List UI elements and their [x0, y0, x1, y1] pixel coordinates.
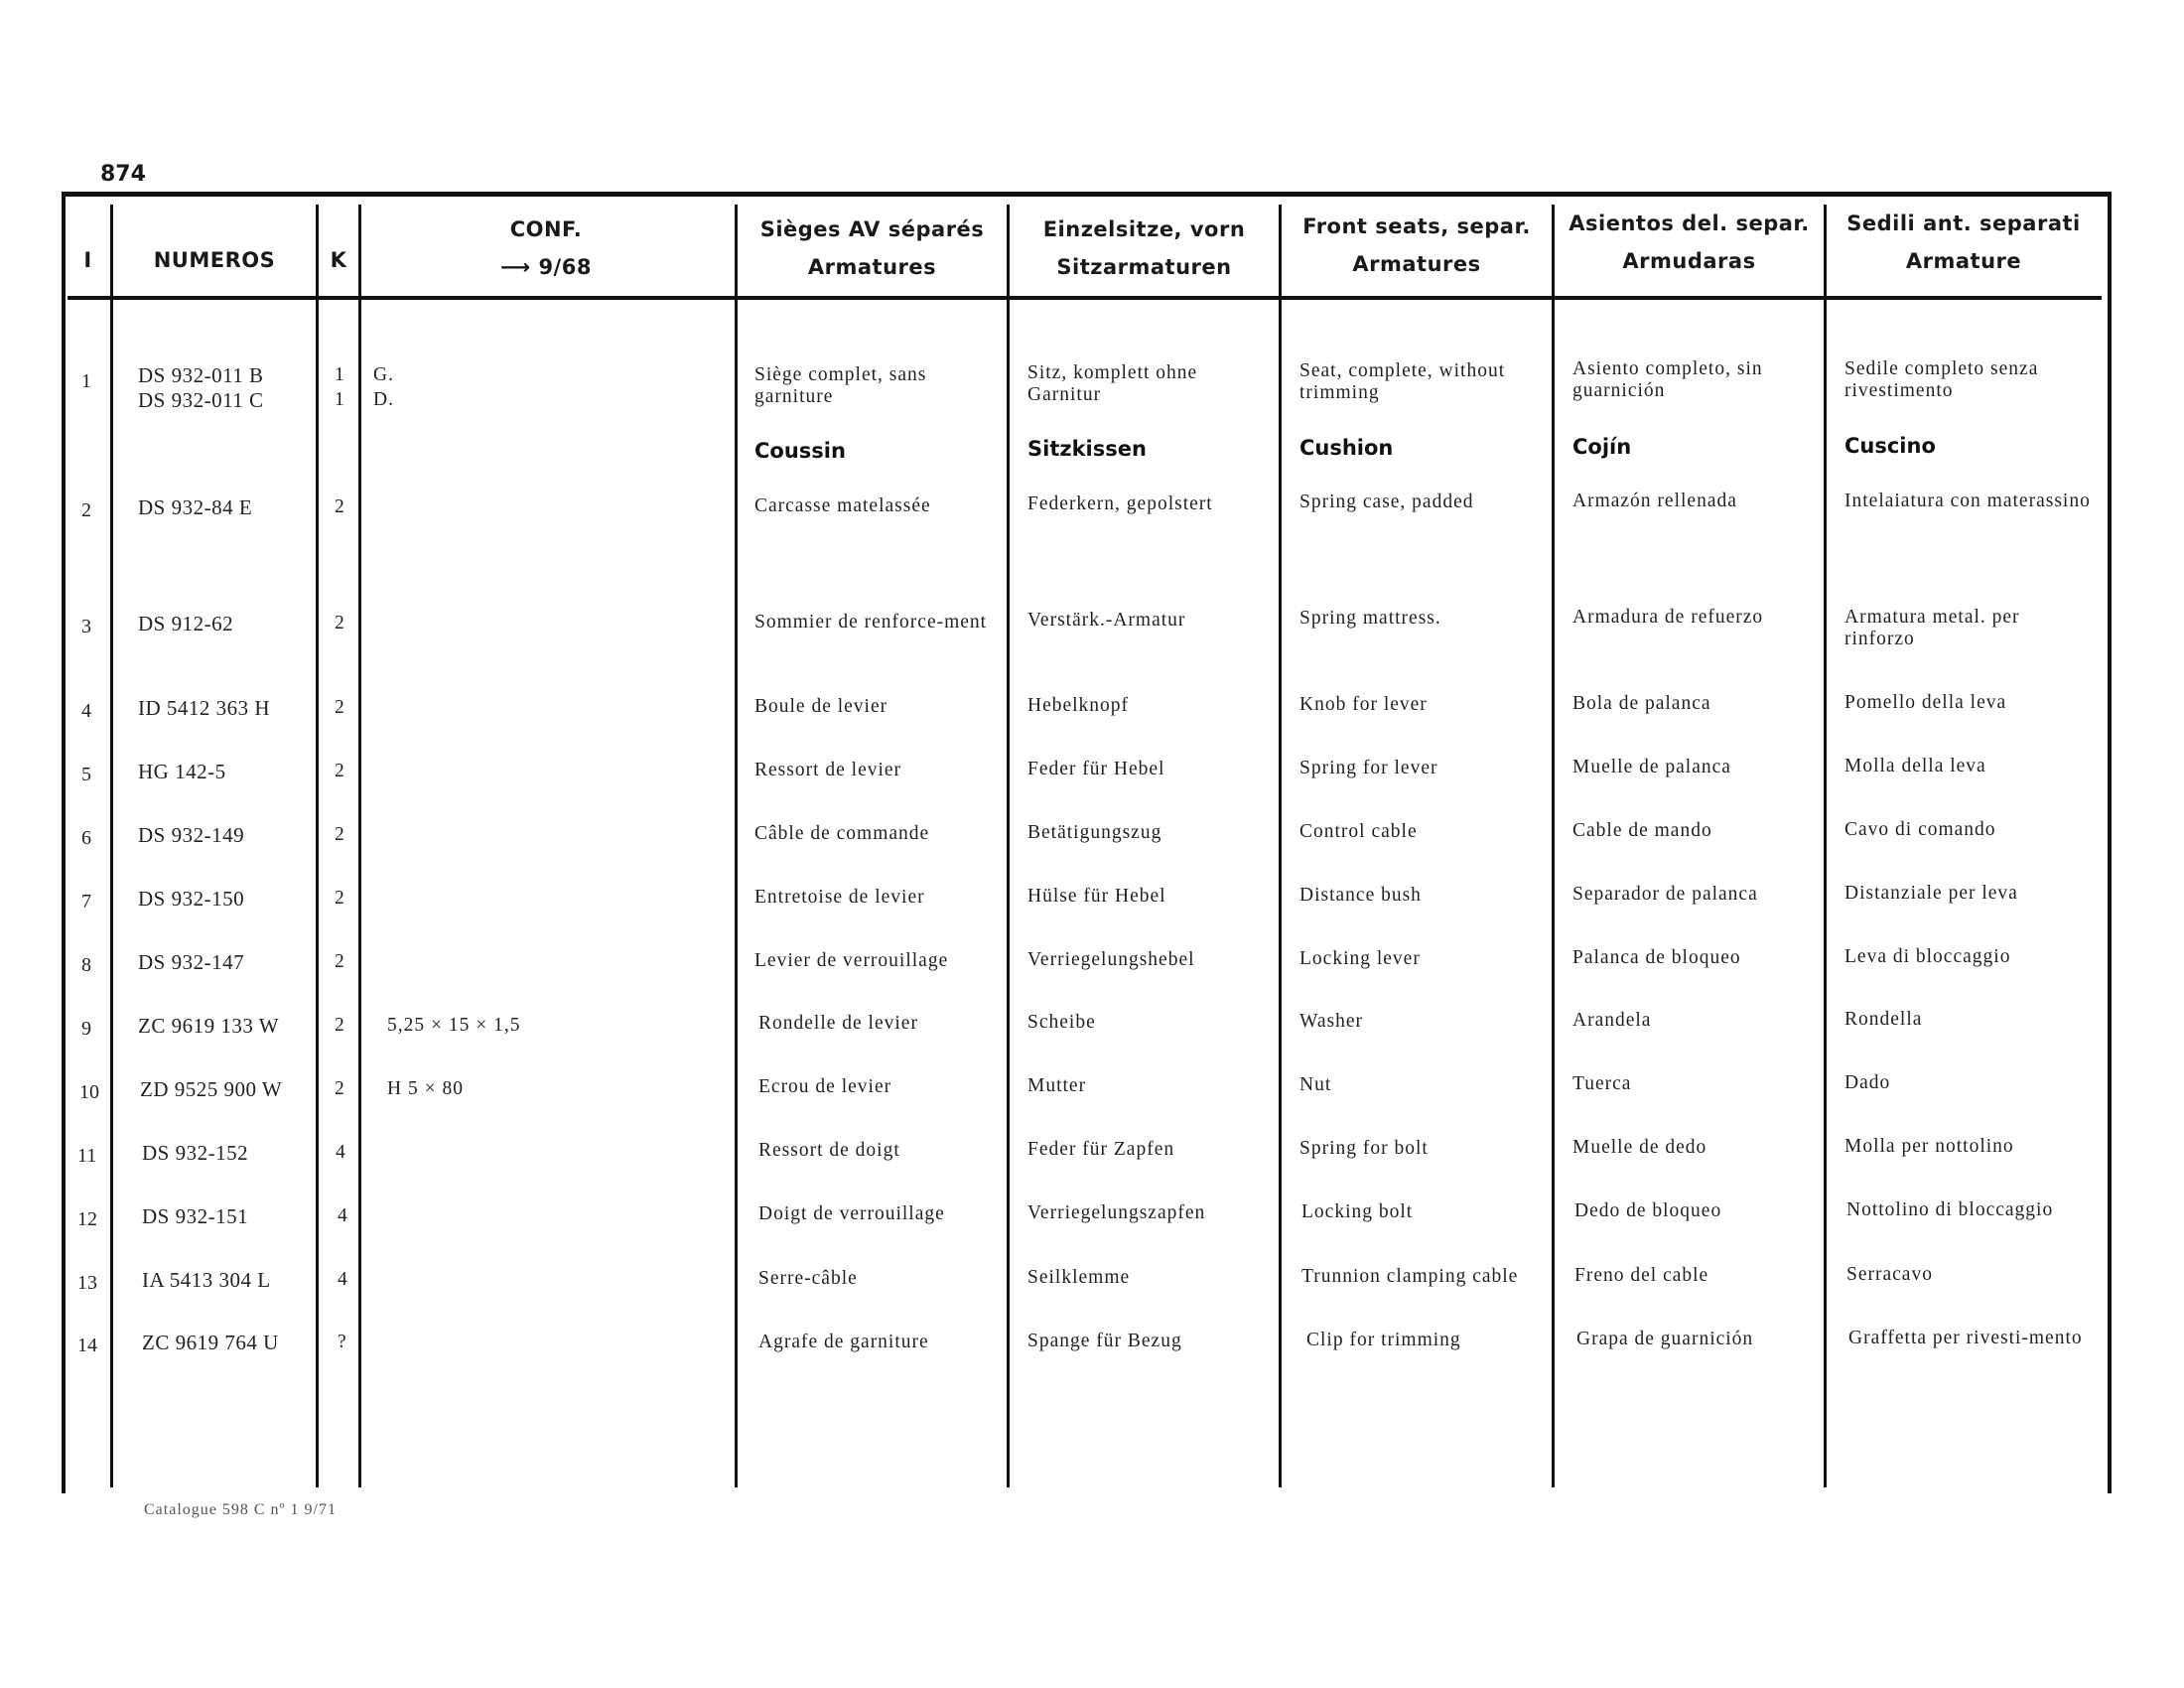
- row-position: 10: [79, 1081, 99, 1103]
- description-en: Washer: [1299, 1011, 1363, 1032]
- description-es: Separador de palanca: [1572, 884, 1758, 905]
- description-fr: Agrafe de garniture: [758, 1332, 929, 1352]
- quantity: 4: [336, 1142, 346, 1163]
- description-it: Cavo di comando: [1844, 819, 1996, 840]
- part-number: DS 932-147: [138, 950, 245, 974]
- part-number: DS 932-152: [142, 1141, 249, 1165]
- description-fr: Sommier de renforce-ment: [754, 612, 988, 633]
- description-fr: Ecrou de levier: [758, 1076, 892, 1097]
- description-de: Verstärk.-Armatur: [1027, 610, 1186, 631]
- description-en: Trunnion clamping cable: [1301, 1266, 1519, 1287]
- description-it: Dado: [1844, 1072, 1891, 1093]
- col-divider: [735, 205, 738, 1487]
- configuration: G.: [373, 364, 394, 385]
- header-de-line1: Einzelsitze, vorn: [1042, 217, 1246, 241]
- part-number: ZC 9619 133 W: [138, 1014, 280, 1038]
- col-divider: [1279, 205, 1282, 1487]
- col-divider: [358, 205, 361, 1487]
- header-fr-line1: Sièges AV séparés: [759, 217, 985, 241]
- part-number: DS 932-84 E: [138, 495, 253, 519]
- description-es: Tuerca: [1572, 1073, 1632, 1094]
- header-pos: [66, 248, 110, 272]
- quantity: 2: [335, 496, 345, 517]
- quantity: 4: [338, 1205, 348, 1226]
- part-number: ZD 9525 900 W: [140, 1077, 283, 1101]
- quantity: 2: [335, 1015, 345, 1036]
- page-number: 874: [100, 162, 146, 187]
- description-es: Muelle de dedo: [1572, 1137, 1707, 1158]
- part-number: DS 912-62: [138, 612, 234, 635]
- description-de: Mutter: [1027, 1075, 1087, 1096]
- row-position: 1: [81, 370, 91, 392]
- quantity: 2: [335, 697, 345, 718]
- description-es: Asiento completo, sin guarnición: [1572, 358, 1763, 401]
- description-de: Betätigungszug: [1027, 822, 1162, 843]
- description-en: Spring for bolt: [1299, 1138, 1429, 1159]
- description-de: Seilklemme: [1027, 1267, 1131, 1288]
- header-en-line2: Armatures: [1352, 252, 1481, 276]
- description-it: Pomello della leva: [1844, 692, 2007, 713]
- configuration: H 5 × 80: [387, 1078, 464, 1099]
- quantity: 4: [338, 1269, 348, 1290]
- header-conf-date: ⟶ 9/68: [500, 255, 592, 279]
- description-fr: Ressort de doigt: [758, 1140, 900, 1161]
- configuration: 5,25 × 15 × 1,5: [387, 1015, 521, 1036]
- part-number: HG 142-5: [138, 760, 226, 783]
- part-number: IA 5413 304 L: [142, 1268, 271, 1292]
- description-fr: Entretoise de levier: [754, 887, 925, 908]
- description-en: Spring mattress.: [1299, 608, 1441, 629]
- description-fr: Serre-câble: [758, 1268, 858, 1289]
- header-k: [319, 248, 358, 272]
- description-it: Rondella: [1844, 1009, 1923, 1030]
- quantity: 1: [335, 389, 345, 410]
- part-number: DS 932-011 B: [138, 363, 264, 387]
- description-es: Dedo de bloqueo: [1574, 1200, 1722, 1221]
- section-heading-de: Sitzkissen: [1027, 437, 1147, 461]
- description-fr: Siège complet, sans garniture: [754, 364, 927, 407]
- row-position: 14: [77, 1335, 97, 1356]
- description-de: Hülse für Hebel: [1027, 886, 1166, 907]
- header-it-line1: Sedili ant. separati: [1846, 211, 2081, 235]
- col-divider: [1007, 205, 1010, 1487]
- header-numeros: [113, 248, 316, 272]
- description-fr: Levier de verrouillage: [754, 950, 949, 971]
- description-es: Cable de mando: [1572, 820, 1712, 841]
- quantity: 1: [335, 364, 345, 385]
- header-conf-title: CONF.: [509, 217, 583, 241]
- col-divider: [110, 205, 113, 1487]
- row-position: 6: [81, 827, 91, 849]
- description-es: Arandela: [1572, 1010, 1652, 1031]
- section-heading-es: Cojín: [1572, 435, 1632, 459]
- description-en: Locking lever: [1299, 948, 1421, 969]
- row-position: 9: [81, 1018, 91, 1040]
- description-de: Federkern, gepolstert: [1027, 493, 1213, 514]
- description-fr: Câble de commande: [754, 823, 930, 844]
- description-fr: Doigt de verrouillage: [758, 1203, 945, 1224]
- description-es: Armazón rellenada: [1572, 491, 1737, 511]
- section-heading-en: Cushion: [1299, 436, 1394, 460]
- description-en: Nut: [1299, 1074, 1332, 1095]
- description-it: Nottolino di bloccaggio: [1846, 1199, 2054, 1220]
- quantity: 2: [335, 1078, 345, 1099]
- quantity: ?: [338, 1332, 347, 1352]
- header-es-line2: Armudaras: [1622, 249, 1756, 273]
- description-it: Graffetta per rivesti-mento: [1848, 1328, 2083, 1348]
- description-es: Grapa de guarnición: [1576, 1329, 1754, 1349]
- header-en-line1: Front seats, separ.: [1302, 214, 1531, 238]
- header-k-label: K: [330, 248, 347, 272]
- description-en: Clip for trimming: [1306, 1330, 1461, 1350]
- header-en: [1282, 214, 1552, 276]
- description-de: Verriegelungszapfen: [1027, 1202, 1206, 1223]
- description-en: Seat, complete, without trimming: [1299, 360, 1506, 403]
- description-de: Spange für Bezug: [1027, 1331, 1182, 1351]
- quantity: 2: [335, 888, 345, 909]
- description-it: Sedile completo senza rivestimento: [1844, 358, 2039, 401]
- description-en: Spring for lever: [1299, 758, 1438, 778]
- description-en: Control cable: [1299, 821, 1418, 842]
- header-fr: [738, 217, 1007, 279]
- row-position: 12: [77, 1208, 97, 1230]
- section-heading-fr: Coussin: [754, 439, 846, 463]
- header-pos-label: I: [83, 248, 92, 272]
- description-fr: Rondelle de levier: [758, 1013, 918, 1034]
- description-it: Molla per nottolino: [1844, 1136, 2014, 1157]
- row-position: 11: [77, 1145, 97, 1167]
- col-divider: [1552, 205, 1555, 1487]
- header-es-line1: Asientos del. separ.: [1569, 211, 1810, 235]
- description-fr: Boule de levier: [754, 696, 888, 717]
- description-fr: Ressort de levier: [754, 760, 902, 780]
- row-position: 4: [81, 700, 91, 722]
- description-it: Distanziale per leva: [1844, 883, 2018, 904]
- description-en: Spring case, padded: [1299, 492, 1474, 512]
- header-fr-line2: Armatures: [807, 255, 937, 279]
- section-heading-it: Cuscino: [1844, 434, 1936, 458]
- description-es: Muelle de palanca: [1572, 757, 1731, 777]
- description-it: Molla della leva: [1844, 756, 1986, 776]
- description-es: Freno del cable: [1574, 1265, 1709, 1286]
- header-numeros-label: NUMEROS: [153, 248, 276, 272]
- header-de-line2: Sitzarmaturen: [1056, 255, 1232, 279]
- description-fr: Carcasse matelassée: [754, 495, 931, 516]
- description-en: Distance bush: [1299, 885, 1422, 906]
- part-number: ZC 9619 764 U: [142, 1331, 279, 1354]
- header-de: [1010, 217, 1279, 279]
- col-divider: [1824, 205, 1827, 1487]
- description-de: Feder für Hebel: [1027, 759, 1165, 779]
- description-de: Scheibe: [1027, 1012, 1096, 1033]
- description-de: Feder für Zapfen: [1027, 1139, 1175, 1160]
- header-it: [1827, 211, 2101, 273]
- row-position: 13: [77, 1272, 97, 1294]
- row-position: 2: [81, 499, 91, 521]
- part-number: ID 5412 363 H: [138, 696, 271, 720]
- description-it: Armatura metal. per rinforzo: [1844, 607, 2020, 649]
- part-number: DS 932-011 C: [138, 388, 264, 412]
- row-position: 7: [81, 891, 91, 913]
- header-it-line2: Armature: [1905, 249, 2022, 273]
- part-number: DS 932-151: [142, 1204, 249, 1228]
- header-es: [1555, 211, 1824, 273]
- description-it: Serracavo: [1846, 1264, 1933, 1285]
- description-de: Sitz, komplett ohne Garnitur: [1027, 362, 1198, 405]
- configuration: D.: [373, 389, 394, 410]
- description-es: Armadura de refuerzo: [1572, 607, 1764, 628]
- header-rule: [68, 296, 2102, 300]
- description-de: Hebelknopf: [1027, 695, 1130, 716]
- quantity: 2: [335, 761, 345, 781]
- description-it: Intelaiatura con materassino: [1844, 491, 2091, 511]
- row-position: 3: [81, 616, 91, 637]
- row-position: 8: [81, 954, 91, 976]
- quantity: 2: [335, 951, 345, 972]
- description-it: Leva di bloccaggio: [1844, 946, 2011, 967]
- row-position: 5: [81, 764, 91, 785]
- quantity: 2: [335, 824, 345, 845]
- part-number: DS 932-149: [138, 823, 245, 847]
- quantity: 2: [335, 613, 345, 633]
- description-en: Locking bolt: [1301, 1201, 1414, 1222]
- catalogue-footer: Catalogue 598 C nº 1 9/71: [144, 1501, 337, 1518]
- description-de: Verriegelungshebel: [1027, 949, 1195, 970]
- col-divider: [316, 205, 319, 1487]
- description-es: Palanca de bloqueo: [1572, 947, 1741, 968]
- part-number: DS 932-150: [138, 887, 245, 911]
- header-conf: [417, 217, 675, 279]
- description-en: Knob for lever: [1299, 694, 1428, 715]
- description-es: Bola de palanca: [1572, 693, 1711, 714]
